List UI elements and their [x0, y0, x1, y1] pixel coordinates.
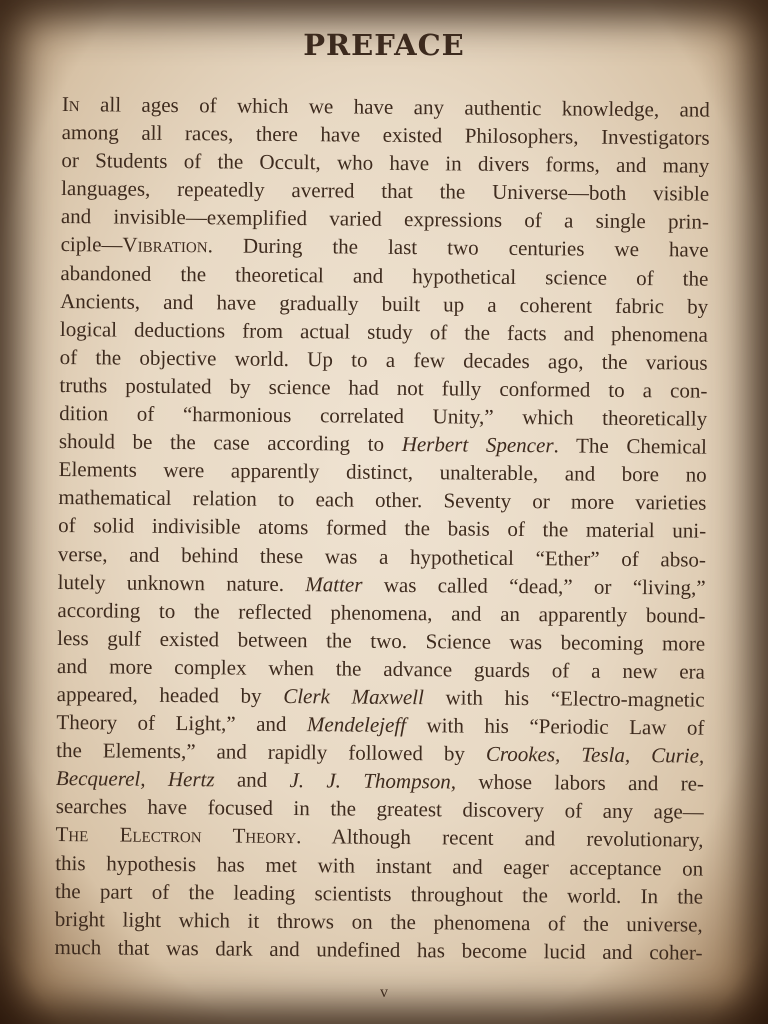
italic-text: Mendelejeff	[306, 712, 407, 738]
small-caps-text: Vibration	[122, 233, 208, 258]
text-segment: Elements were apparently distinct, unalterable, and bore no	[58, 457, 707, 487]
text-segment: appeared, headed by	[56, 681, 284, 708]
text-segment: mathematical relation to each other. Seventy or more varieties	[58, 485, 707, 515]
text-segment: and	[214, 767, 290, 793]
text-segment: . Although recent and revolutionary,	[296, 824, 704, 853]
text-segment: . During the last two centuries we have	[207, 233, 709, 263]
text-segment: Theory of Light,” and	[56, 710, 308, 737]
text-segment: abandoned the theoretical and hypothetical science of the	[60, 260, 709, 291]
text-segment: with his “Electro-magnetic	[423, 685, 705, 712]
text-segment: was called “dead,” or “living,”	[362, 572, 706, 600]
text-segment: bright light which it throws on the phenomena of the universe,	[54, 906, 703, 937]
text-segment: . The Chemical	[553, 433, 708, 459]
italic-text: Clerk Maxwell	[283, 683, 425, 710]
text-segment: and more complex when the advance guards of a new era	[56, 653, 706, 684]
small-caps-text: In	[61, 91, 80, 117]
text-line	[54, 933, 702, 967]
text-segment: the part of the leading scientists throughout the world. In the	[54, 878, 704, 909]
text-segment: logical deductions from actual study of the facts and phenomena	[59, 316, 708, 347]
text-segment: less gulf existed between the two. Science was becoming more	[57, 625, 706, 656]
text-segment: lutely unknown nature.	[57, 569, 306, 596]
italic-text: Herbert Spencer	[401, 432, 554, 458]
text-segment: ciple—	[60, 232, 123, 258]
text-segment: languages, repeatedly averred that the Universe—both visible	[61, 176, 710, 206]
page-number: v	[380, 984, 388, 1001]
text-segment: whose labors and re-	[455, 769, 705, 796]
italic-text: Crookes, Tesla, Curie,	[485, 741, 705, 768]
text-segment: of the objective world. Up to a few decades ago, the various	[59, 344, 708, 375]
italic-text: Becquerel, Hertz	[55, 766, 215, 792]
text-segment: this hypothesis has met with instant and eager acceptance on	[55, 850, 704, 881]
small-caps-text: The Electron Theory	[55, 822, 297, 849]
preface-body-text	[54, 90, 710, 967]
text-segment: among all races, there have existed Philosophers, Investigators	[61, 120, 710, 150]
text-segment: with his “Periodic Law of	[405, 713, 705, 740]
page-title: PREFACE	[303, 28, 465, 62]
text-segment: or Students of the Occult, who have in divers forms, and many	[61, 148, 710, 178]
text-segment: of solid indivisible atoms formed the basis of the material uni-	[58, 513, 707, 544]
text-segment: dition of “harmonious correlated Unity,” which theoretically	[59, 401, 708, 431]
text-segment: the Elements,” and rapidly followed by	[56, 738, 486, 766]
text-segment: much that was dark and undefined has become lucid and coher-	[54, 934, 703, 965]
italic-text: J. J. Thompson,	[289, 768, 457, 794]
text-segment: should be the case according to	[58, 429, 402, 457]
text-segment: truths postulated by science had not fully conformed to a con-	[59, 372, 708, 403]
text-segment: searches have focused in the greatest discovery of any age—	[55, 794, 704, 824]
text-segment: all ages of which we have any authentic knowledge, and	[79, 92, 710, 122]
text-segment: Ancients, and have gradually built up a coherent fabric by	[60, 288, 709, 319]
text-segment: according to the reflected phenomena, and an apparently bound-	[57, 597, 706, 628]
text-segment: and invisible—exemplified varied expressions of a single prin-	[60, 204, 709, 235]
text-segment: verse, and behind these was a hypothetical “Ether” of abso-	[57, 541, 707, 572]
italic-text: Matter	[305, 571, 363, 597]
